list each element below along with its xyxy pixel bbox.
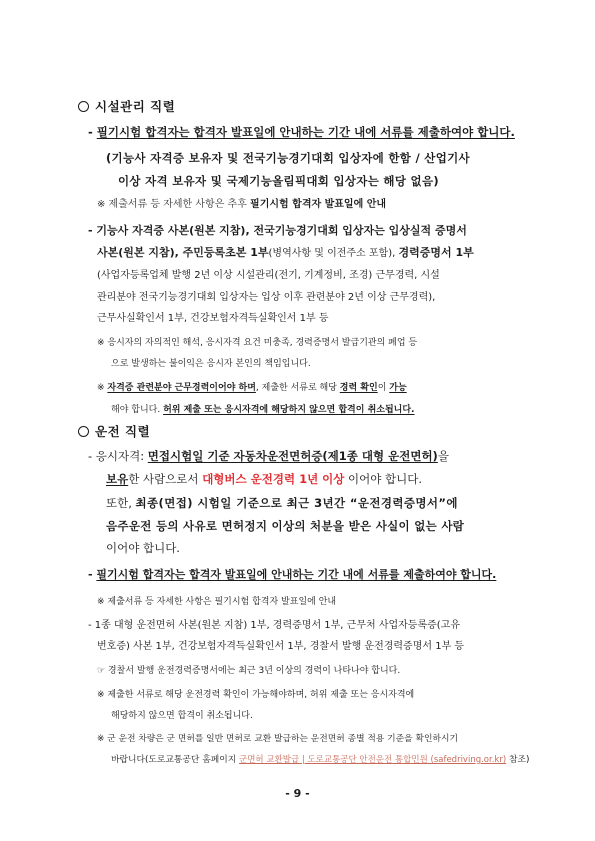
s1-text: - <box>88 224 97 237</box>
s2-line-9 <box>97 640 464 654</box>
s2-text: 대형버스 운전경력 1년 이상 <box>202 472 345 486</box>
s1-line-5 <box>88 224 467 238</box>
circle-bullet-icon <box>78 101 89 112</box>
s1-text: 해야 합니다. <box>111 405 164 415</box>
s2-line-4 <box>106 519 464 533</box>
s2-line-1 <box>88 449 449 463</box>
s2-line-10 <box>97 664 400 678</box>
s1-text: 이상 자격 보유자 및 국제기능올림픽대회 입상자는 해당 없음) <box>118 174 439 188</box>
s2-text: 이어야 합니다. <box>106 541 180 555</box>
s1-text: (병역사항 및 이전주소 포함), <box>268 248 399 259</box>
s1-text: 기능사 자격증 사본(원본 지참), 전국기능경기대회 입상자는 입상실적 증명서 <box>96 224 467 237</box>
s2-line-13 <box>97 732 458 746</box>
s1-text: 허위 제출 또는 응시자격에 해당하지 않으면 합격이 취소됩니다. <box>163 405 415 415</box>
s2-text: 번호증) 사본 1부, 건강보험자격득실확인서 1부, 경찰서 발행 운전경력증명서 1부 등 <box>97 641 465 652</box>
s2-line-3 <box>106 496 458 510</box>
s2-text: 해당하지 않으면 합격이 취소됩니다. <box>111 711 253 721</box>
s2-text: - 1종 대형 운전면허 사본(원본 지참) 1부, 경력증명서 1부, 근무처 사업자등록증(고유 <box>88 620 461 631</box>
s2-text: 참조) <box>506 755 530 765</box>
s2-line-2 <box>106 472 422 486</box>
s1-line-7 <box>97 269 440 283</box>
s2-text: 이어야 합니다. <box>344 472 423 486</box>
s1-text: ※ 응시자의 자의적인 해석, 응시자격 요건 미충족, 경력증명서 발급기관의 폐업 등 <box>97 338 418 348</box>
s1-line-6 <box>97 246 474 261</box>
s2-text: - <box>88 568 97 581</box>
s1-text: ※ 제출서류 등 자세한 사항은 추후 <box>97 199 251 210</box>
s2-line-5 <box>106 541 180 555</box>
s1-line-3 <box>118 174 439 188</box>
page-number: - 9 - <box>285 787 310 800</box>
s1-line-4 <box>97 198 386 212</box>
s2-line-7 <box>97 595 336 609</box>
s1-line-9 <box>97 312 328 326</box>
s1-text: 경력 확인 <box>339 383 378 393</box>
s1-line-12 <box>97 381 407 395</box>
s1-line-11 <box>111 357 311 371</box>
s1-text: 근무사실확인서 1부, 건강보험자격득실확인서 1부 등 <box>97 313 329 324</box>
s1-line-10 <box>97 336 417 350</box>
s2-line-8 <box>88 619 460 633</box>
s2-text: 음주운전 등의 사유로 면허정지 이상의 처분을 받은 사실이 없는 사람 <box>106 519 465 533</box>
s1-text: 자격증 관련분야 근무경력이어야 하며 <box>107 383 256 393</box>
s1-text: 사본(원본 지참), 주민등록초본 1부 <box>97 246 269 259</box>
s1-line-1: - 필기시험 합격자는 합격자 발표일에 안내하는 기간 내에 서류를 제출하여야 합니다. <box>88 125 515 139</box>
s2-text: 보유 <box>106 472 129 486</box>
s1-text: 가능 <box>389 383 407 393</box>
s2-text: 필기시험 합격자는 합격자 발표일에 안내하는 기간 내에 서류를 제출하여야 합니다. <box>96 568 497 581</box>
s2-text: 면접시험일 기준 자동차운전면허증(제1종 대형 운전면허) <box>147 449 438 463</box>
s2-text: 최종(면접) 시험일 기준으로 최근 3년간 “운전경력증명서”에 <box>135 496 458 510</box>
s2-line-11 <box>97 688 414 702</box>
s2-text: - 응시자격: <box>88 449 148 463</box>
s1-text: , 제출한 서류로 해당 <box>255 383 340 393</box>
circle-bullet-icon <box>78 426 89 437</box>
s1-text: 으로 발생하는 불이익은 응시자 본인의 책임입니다. <box>111 359 311 369</box>
safedriving-link[interactable]: 군면허 교환발급 | 도로교통공단 안전운전 통합민원 (safedriving.or.kr) <box>239 755 507 765</box>
section-heading-driving <box>78 422 150 440</box>
s2-text: 한 사람으로서 <box>128 472 203 486</box>
s1-text: 필기시험 합격자 발표일에 안내 <box>250 199 387 210</box>
s1-text: (기능사 자격증 보유자 및 전국기능경기대회 입상자에 한함 / 산업기사 <box>106 151 470 165</box>
s1-text: 관리분야 전국기능경기대회 입상자는 입상 이후 관련분야 2년 이상 근무경력), <box>97 292 436 303</box>
s1-text: (사업자등록업체 발행 2년 이상 시설관리(전기, 기계정비, 조경) 근무경력, 시설 <box>97 270 440 281</box>
s1-text: 필기시험 합격자는 합격자 발표일에 안내하는 기간 내에 서류를 제출하여야 합니다. <box>96 125 515 139</box>
s2-text: ※ 제출한 서류로 해당 운전경력 확인이 가능해야하며, 허위 제출 또는 응시자격에 <box>97 690 415 700</box>
s1-line-2 <box>106 151 470 165</box>
s1-line-13 <box>111 403 414 417</box>
s2-text: ※ 제출서류 등 자세한 사항은 필기시험 합격자 발표일에 안내 <box>97 597 337 607</box>
s2-text: ※ 군 운전 차량은 군 면허를 일반 면허로 교환 발급하는 운전면허 종별 적용 기준을 확인하시기 <box>97 734 458 744</box>
s2-text: 또한, <box>106 496 136 510</box>
s1-line-8 <box>97 291 435 305</box>
s1-text: ※ <box>97 383 108 393</box>
s2-line-14 <box>111 753 529 767</box>
s2-line-6 <box>88 568 496 582</box>
section-title: 운전 직렬 <box>95 424 151 439</box>
section-heading-facility <box>78 97 175 115</box>
s2-line-12 <box>111 709 253 723</box>
s1-text: 이 <box>377 383 390 393</box>
s2-text: 바랍니다(도로교통공단 홈페이지 <box>111 755 239 765</box>
section-title: 시설관리 직렬 <box>95 99 176 114</box>
s1-text: 경력증명서 1부 <box>398 246 474 259</box>
s2-text: 을 <box>437 449 449 463</box>
s2-text: ☞ 경찰서 발행 운전경력증명서에는 최근 3년 이상의 경력이 나타나야 합니다. <box>97 666 401 676</box>
